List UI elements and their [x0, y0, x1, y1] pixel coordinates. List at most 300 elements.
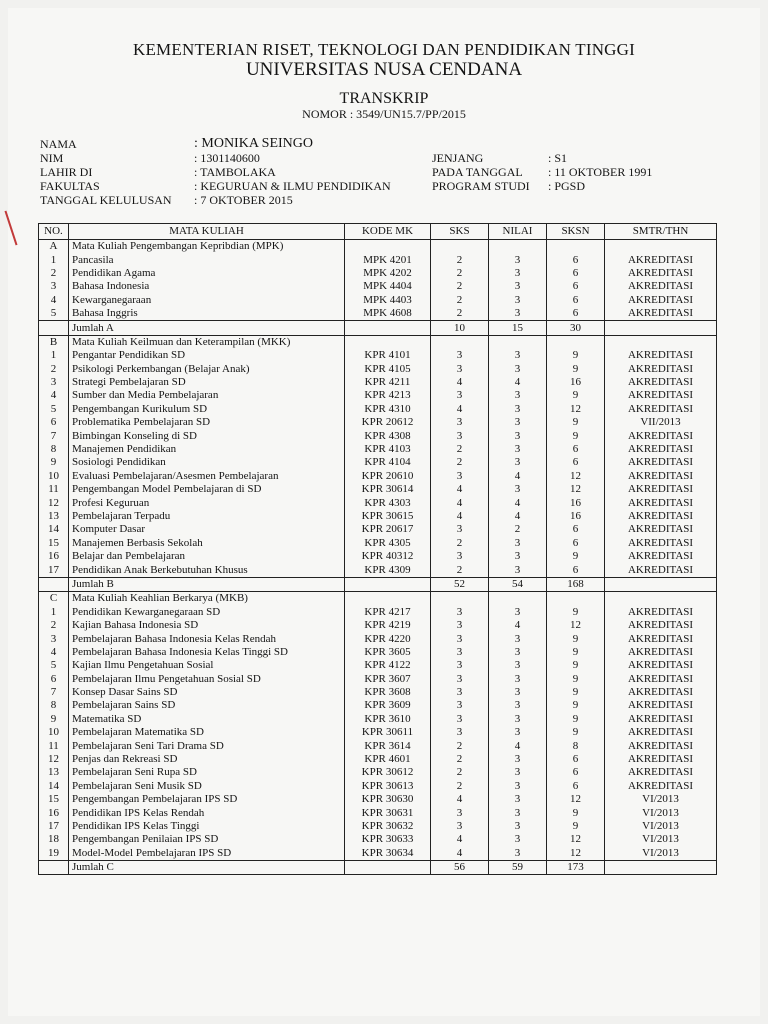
table-row	[39, 443, 717, 456]
table-row	[39, 294, 717, 307]
cell-sksn: 9	[547, 713, 605, 726]
cell-no: 1	[39, 253, 69, 266]
cell-no: 2	[39, 363, 69, 376]
cell-sks: 2	[431, 267, 489, 280]
cell-sksn: 9	[547, 632, 605, 645]
cell-sks: 3	[431, 550, 489, 563]
cell-sks: 3	[431, 686, 489, 699]
cell-smtr: AKREDITASI	[605, 280, 717, 293]
cell-mata-kuliah: Bahasa Inggris	[69, 307, 345, 321]
table-row	[39, 389, 717, 402]
cell-smtr: AKREDITASI	[605, 673, 717, 686]
cell-mata-kuliah: Pembelajaran Terpadu	[69, 510, 345, 523]
cell-smtr: AKREDITASI	[605, 443, 717, 456]
cell-no	[39, 577, 69, 591]
cell-smtr	[605, 335, 717, 349]
cell-mata-kuliah: Pendidikan Kewarganegaraan SD	[69, 606, 345, 619]
cell-smtr: VI/2013	[605, 847, 717, 861]
cell-smtr: AKREDITASI	[605, 523, 717, 536]
cell-no: 13	[39, 510, 69, 523]
cell-kode: KPR 4103	[345, 443, 431, 456]
cell-mata-kuliah: Sosiologi Pendidikan	[69, 456, 345, 469]
cell-no: C	[39, 592, 69, 606]
cell-kode	[345, 240, 431, 254]
cell-nilai: 3	[489, 563, 547, 577]
cell-sksn	[547, 335, 605, 349]
table-row	[39, 307, 717, 321]
cell-no: 14	[39, 523, 69, 536]
cell-sksn: 9	[547, 820, 605, 833]
cell-nilai: 3	[489, 753, 547, 766]
cell-no: 8	[39, 443, 69, 456]
cell-kode: KPR 4122	[345, 659, 431, 672]
cell-smtr: AKREDITASI	[605, 686, 717, 699]
cell-sks: 2	[431, 280, 489, 293]
cell-sks: 3	[431, 646, 489, 659]
cell-smtr: VII/2013	[605, 416, 717, 429]
cell-smtr: AKREDITASI	[605, 619, 717, 632]
kelulusan-value: : 7 OKTOBER 2015	[194, 193, 293, 207]
table-row	[39, 537, 717, 550]
cell-sks: 52	[431, 577, 489, 591]
cell-no: 15	[39, 793, 69, 806]
table-row	[39, 403, 717, 416]
nim-value: : 1301140600	[194, 151, 260, 165]
cell-mata-kuliah: Pembelajaran Matematika SD	[69, 726, 345, 739]
cell-kode: KPR 30614	[345, 483, 431, 496]
cell-nilai	[489, 240, 547, 254]
cell-nilai	[489, 335, 547, 349]
info-row-fakultas	[40, 179, 730, 193]
cell-smtr: AKREDITASI	[605, 294, 717, 307]
cell-mata-kuliah: Penjas dan Rekreasi SD	[69, 753, 345, 766]
kelulusan-label: TANGGAL KELULUSAN	[40, 193, 172, 207]
cell-sks: 3	[431, 470, 489, 483]
cell-smtr: AKREDITASI	[605, 537, 717, 550]
cell-sksn: 9	[547, 699, 605, 712]
cell-smtr: AKREDITASI	[605, 563, 717, 577]
nim-label: NIM	[40, 151, 64, 165]
cell-kode	[345, 860, 431, 874]
cell-mata-kuliah: Matematika SD	[69, 713, 345, 726]
cell-kode: KPR 4104	[345, 456, 431, 469]
cell-nilai	[489, 592, 547, 606]
cell-mata-kuliah: Pendidikan IPS Kelas Tinggi	[69, 820, 345, 833]
fakultas-label: FAKULTAS	[40, 179, 100, 193]
ministry-title: KEMENTERIAN RISET, TEKNOLOGI DAN PENDIDIKAN TINGGI	[133, 40, 635, 59]
cell-sksn	[547, 592, 605, 606]
cell-no: 11	[39, 483, 69, 496]
cell-nilai: 4	[489, 376, 547, 389]
cell-mata-kuliah: Jumlah B	[69, 577, 345, 591]
cell-no: 4	[39, 294, 69, 307]
document-number: NOMOR : 3549/UN15.7/PP/2015	[302, 107, 466, 121]
cell-no: 9	[39, 713, 69, 726]
group-row	[39, 240, 717, 254]
cell-sksn: 6	[547, 253, 605, 266]
cell-no: B	[39, 335, 69, 349]
cell-nilai: 3	[489, 673, 547, 686]
cell-sks: 3	[431, 806, 489, 819]
cell-kode: MPK 4201	[345, 253, 431, 266]
cell-sksn: 9	[547, 416, 605, 429]
cell-no	[39, 860, 69, 874]
cell-sksn: 6	[547, 523, 605, 536]
cell-sksn: 6	[547, 753, 605, 766]
cell-no: 17	[39, 563, 69, 577]
cell-mata-kuliah: Manajemen Pendidikan	[69, 443, 345, 456]
table-row	[39, 753, 717, 766]
table-row	[39, 376, 717, 389]
col-header-smtr: SMTR/THN	[605, 224, 717, 240]
cell-no: 2	[39, 619, 69, 632]
cell-nilai: 4	[489, 739, 547, 752]
cell-mata-kuliah: Pengembangan Kurikulum SD	[69, 403, 345, 416]
cell-mata-kuliah: Pembelajaran Sains SD	[69, 699, 345, 712]
table-row	[39, 267, 717, 280]
cell-mata-kuliah: Psikologi Perkembangan (Belajar Anak)	[69, 363, 345, 376]
cell-nilai: 3	[489, 686, 547, 699]
jenjang-label: JENJANG	[432, 151, 484, 165]
cell-no: 18	[39, 833, 69, 846]
info-row-lahir	[40, 165, 730, 179]
cell-kode	[345, 577, 431, 591]
cell-nilai: 59	[489, 860, 547, 874]
cell-smtr: AKREDITASI	[605, 632, 717, 645]
cell-sks: 2	[431, 780, 489, 793]
cell-smtr	[605, 577, 717, 591]
col-header-sks: SKS	[431, 224, 489, 240]
cell-mata-kuliah: Evaluasi Pembelajaran/Asesmen Pembelajaran	[69, 470, 345, 483]
cell-sks: 2	[431, 294, 489, 307]
cell-nilai: 3	[489, 646, 547, 659]
prodi-label: PROGRAM STUDI	[432, 179, 530, 193]
cell-smtr: AKREDITASI	[605, 713, 717, 726]
cell-no: A	[39, 240, 69, 254]
cell-nilai: 3	[489, 307, 547, 321]
info-row-kelulusan	[40, 193, 730, 207]
cell-mata-kuliah: Bahasa Indonesia	[69, 280, 345, 293]
table-row	[39, 523, 717, 536]
cell-sksn: 9	[547, 659, 605, 672]
col-header-sksn: SKSN	[547, 224, 605, 240]
cell-kode	[345, 321, 431, 335]
cell-smtr: AKREDITASI	[605, 550, 717, 563]
cell-kode: KPR 30634	[345, 847, 431, 861]
cell-kode: KPR 30613	[345, 780, 431, 793]
cell-nilai: 3	[489, 550, 547, 563]
col-header-kode: KODE MK	[345, 224, 431, 240]
cell-sks: 2	[431, 563, 489, 577]
cell-mata-kuliah: Kewarganegaraan	[69, 294, 345, 307]
cell-sks: 3	[431, 389, 489, 402]
cell-smtr: AKREDITASI	[605, 496, 717, 509]
cell-no: 10	[39, 470, 69, 483]
cell-nilai: 3	[489, 833, 547, 846]
cell-smtr: AKREDITASI	[605, 780, 717, 793]
cell-mata-kuliah: Pembelajaran Seni Rupa SD	[69, 766, 345, 779]
cell-sksn: 12	[547, 847, 605, 861]
cell-nilai: 3	[489, 349, 547, 362]
table-row	[39, 349, 717, 362]
document-header	[0, 40, 768, 121]
cell-sksn: 6	[547, 766, 605, 779]
cell-sksn: 9	[547, 806, 605, 819]
cell-no: 6	[39, 673, 69, 686]
cell-kode: KPR 20610	[345, 470, 431, 483]
cell-sksn	[547, 240, 605, 254]
table-body	[39, 240, 717, 875]
cell-sks: 3	[431, 726, 489, 739]
cell-mata-kuliah: Mata Kuliah Pengembangan Kepribdian (MPK)	[69, 240, 345, 254]
cell-mata-kuliah: Sumber dan Media Pembelajaran	[69, 389, 345, 402]
cell-kode	[345, 592, 431, 606]
cell-nilai: 3	[489, 699, 547, 712]
cell-no: 5	[39, 659, 69, 672]
cell-sks: 4	[431, 833, 489, 846]
cell-mata-kuliah: Pembelajaran Ilmu Pengetahuan Sosial SD	[69, 673, 345, 686]
cell-sksn: 9	[547, 726, 605, 739]
cell-sks: 4	[431, 376, 489, 389]
cell-kode	[345, 335, 431, 349]
cell-nilai: 3	[489, 443, 547, 456]
cell-no: 5	[39, 403, 69, 416]
cell-kode: KPR 4309	[345, 563, 431, 577]
cell-sks: 3	[431, 713, 489, 726]
table-row	[39, 820, 717, 833]
cell-sksn: 16	[547, 510, 605, 523]
cell-smtr: VI/2013	[605, 833, 717, 846]
cell-kode: KPR 30631	[345, 806, 431, 819]
cell-sksn: 16	[547, 376, 605, 389]
cell-smtr: AKREDITASI	[605, 363, 717, 376]
cell-kode: KPR 3608	[345, 686, 431, 699]
cell-kode: KPR 30612	[345, 766, 431, 779]
cell-no	[39, 321, 69, 335]
cell-smtr	[605, 592, 717, 606]
subtotal-row	[39, 321, 717, 335]
cell-sksn: 30	[547, 321, 605, 335]
table-row	[39, 847, 717, 861]
cell-mata-kuliah: Komputer Dasar	[69, 523, 345, 536]
cell-mata-kuliah: Bimbingan Konseling di SD	[69, 429, 345, 442]
cell-mata-kuliah: Pengembangan Pembelajaran IPS SD	[69, 793, 345, 806]
cell-sksn: 12	[547, 793, 605, 806]
cell-nilai: 3	[489, 280, 547, 293]
cell-smtr: AKREDITASI	[605, 389, 717, 402]
cell-sksn: 6	[547, 537, 605, 550]
cell-sks: 3	[431, 632, 489, 645]
cell-sks: 4	[431, 483, 489, 496]
cell-kode: KPR 30632	[345, 820, 431, 833]
cell-smtr: AKREDITASI	[605, 646, 717, 659]
nama-value: : MONIKA SEINGO	[194, 136, 313, 151]
cell-no: 8	[39, 699, 69, 712]
cell-sksn: 9	[547, 606, 605, 619]
col-header-mata-kuliah: MATA KULIAH	[69, 224, 345, 240]
cell-smtr: AKREDITASI	[605, 349, 717, 362]
cell-no: 4	[39, 646, 69, 659]
table-row	[39, 253, 717, 266]
subtotal-row	[39, 577, 717, 591]
cell-mata-kuliah: Pembelajaran Bahasa Indonesia Kelas Tinggi SD	[69, 646, 345, 659]
cell-kode: KPR 20612	[345, 416, 431, 429]
cell-sksn: 168	[547, 577, 605, 591]
cell-mata-kuliah: Profesi Keguruan	[69, 496, 345, 509]
cell-kode: KPR 30615	[345, 510, 431, 523]
cell-smtr: AKREDITASI	[605, 456, 717, 469]
cell-smtr	[605, 240, 717, 254]
cell-kode: KPR 40312	[345, 550, 431, 563]
cell-smtr: AKREDITASI	[605, 307, 717, 321]
cell-mata-kuliah: Pendidikan IPS Kelas Rendah	[69, 806, 345, 819]
cell-kode: MPK 4404	[345, 280, 431, 293]
cell-no: 1	[39, 606, 69, 619]
cell-smtr: AKREDITASI	[605, 470, 717, 483]
cell-no: 12	[39, 753, 69, 766]
cell-no: 19	[39, 847, 69, 861]
cell-sksn: 12	[547, 403, 605, 416]
cell-smtr: AKREDITASI	[605, 699, 717, 712]
cell-smtr: AKREDITASI	[605, 659, 717, 672]
cell-no: 6	[39, 416, 69, 429]
cell-sks: 3	[431, 606, 489, 619]
table-row	[39, 646, 717, 659]
cell-sksn: 9	[547, 429, 605, 442]
cell-sksn: 9	[547, 349, 605, 362]
cell-no: 17	[39, 820, 69, 833]
cell-nilai: 3	[489, 606, 547, 619]
cell-mata-kuliah: Jumlah A	[69, 321, 345, 335]
cell-sksn: 9	[547, 550, 605, 563]
cell-sks: 3	[431, 523, 489, 536]
cell-kode: KPR 4601	[345, 753, 431, 766]
cell-no: 12	[39, 496, 69, 509]
cell-sks: 3	[431, 363, 489, 376]
cell-sksn: 12	[547, 470, 605, 483]
table-row	[39, 550, 717, 563]
cell-kode: KPR 30611	[345, 726, 431, 739]
cell-no: 16	[39, 550, 69, 563]
table-row	[39, 699, 717, 712]
university-title: UNIVERSITAS NUSA CENDANA	[245, 59, 523, 80]
cell-sks	[431, 335, 489, 349]
cell-nilai: 3	[489, 483, 547, 496]
cell-nilai: 3	[489, 363, 547, 376]
cell-mata-kuliah: Model-Model Pembelajaran IPS SD	[69, 847, 345, 861]
cell-sksn: 6	[547, 563, 605, 577]
cell-nilai: 3	[489, 780, 547, 793]
table-row	[39, 416, 717, 429]
cell-nilai: 3	[489, 726, 547, 739]
table-row	[39, 470, 717, 483]
cell-no: 7	[39, 429, 69, 442]
cell-sksn: 8	[547, 739, 605, 752]
cell-kode: KPR 4105	[345, 363, 431, 376]
lahir-value: : TAMBOLAKA	[194, 165, 276, 179]
cell-sks: 4	[431, 496, 489, 509]
table-row	[39, 673, 717, 686]
cell-kode: KPR 4310	[345, 403, 431, 416]
cell-smtr: AKREDITASI	[605, 267, 717, 280]
cell-sks: 4	[431, 510, 489, 523]
cell-nilai: 3	[489, 847, 547, 861]
cell-smtr	[605, 860, 717, 874]
cell-mata-kuliah: Manajemen Berbasis Sekolah	[69, 537, 345, 550]
cell-nilai: 3	[489, 267, 547, 280]
cell-no: 3	[39, 280, 69, 293]
cell-smtr: AKREDITASI	[605, 766, 717, 779]
cell-nilai: 3	[489, 389, 547, 402]
cell-mata-kuliah: Pengembangan Model Pembelajaran di SD	[69, 483, 345, 496]
cell-nilai: 4	[489, 470, 547, 483]
table-row	[39, 793, 717, 806]
transcript-table	[38, 223, 717, 875]
cell-kode: MPK 4202	[345, 267, 431, 280]
cell-kode: KPR 3614	[345, 739, 431, 752]
cell-sks: 3	[431, 619, 489, 632]
cell-nilai: 54	[489, 577, 547, 591]
cell-nilai: 3	[489, 429, 547, 442]
cell-no: 5	[39, 307, 69, 321]
cell-mata-kuliah: Pengantar Pendidikan SD	[69, 349, 345, 362]
cell-sks: 2	[431, 253, 489, 266]
cell-kode: KPR 20617	[345, 523, 431, 536]
cell-sksn: 6	[547, 456, 605, 469]
cell-sks: 3	[431, 820, 489, 833]
cell-mata-kuliah: Kajian Bahasa Indonesia SD	[69, 619, 345, 632]
cell-no: 2	[39, 267, 69, 280]
cell-kode: KPR 30630	[345, 793, 431, 806]
cell-kode: KPR 30633	[345, 833, 431, 846]
table-row	[39, 496, 717, 509]
cell-sks: 4	[431, 847, 489, 861]
cell-nilai: 3	[489, 659, 547, 672]
table-row	[39, 833, 717, 846]
cell-smtr: AKREDITASI	[605, 483, 717, 496]
cell-sks: 2	[431, 456, 489, 469]
cell-mata-kuliah: Mata Kuliah Keilmuan dan Keterampilan (MKK)	[69, 335, 345, 349]
cell-sksn: 9	[547, 673, 605, 686]
cell-sksn: 6	[547, 294, 605, 307]
cell-no: 13	[39, 766, 69, 779]
cell-sksn: 6	[547, 307, 605, 321]
table-row	[39, 619, 717, 632]
cell-sksn: 12	[547, 619, 605, 632]
cell-sksn: 9	[547, 363, 605, 376]
cell-nilai: 3	[489, 713, 547, 726]
cell-kode: KPR 4211	[345, 376, 431, 389]
cell-nilai: 3	[489, 253, 547, 266]
student-info	[40, 137, 730, 207]
cell-nilai: 3	[489, 456, 547, 469]
cell-sks: 2	[431, 443, 489, 456]
cell-mata-kuliah: Pembelajaran Seni Musik SD	[69, 780, 345, 793]
cell-sks: 3	[431, 349, 489, 362]
cell-kode: MPK 4608	[345, 307, 431, 321]
cell-nilai: 3	[489, 537, 547, 550]
table-row	[39, 766, 717, 779]
cell-sksn: 6	[547, 267, 605, 280]
table-row	[39, 429, 717, 442]
cell-sksn: 9	[547, 646, 605, 659]
cell-no: 1	[39, 349, 69, 362]
table-row	[39, 739, 717, 752]
table-row	[39, 280, 717, 293]
fakultas-value: : KEGURUAN & ILMU PENDIDIKAN	[194, 179, 391, 193]
cell-smtr: AKREDITASI	[605, 726, 717, 739]
cell-no: 3	[39, 376, 69, 389]
